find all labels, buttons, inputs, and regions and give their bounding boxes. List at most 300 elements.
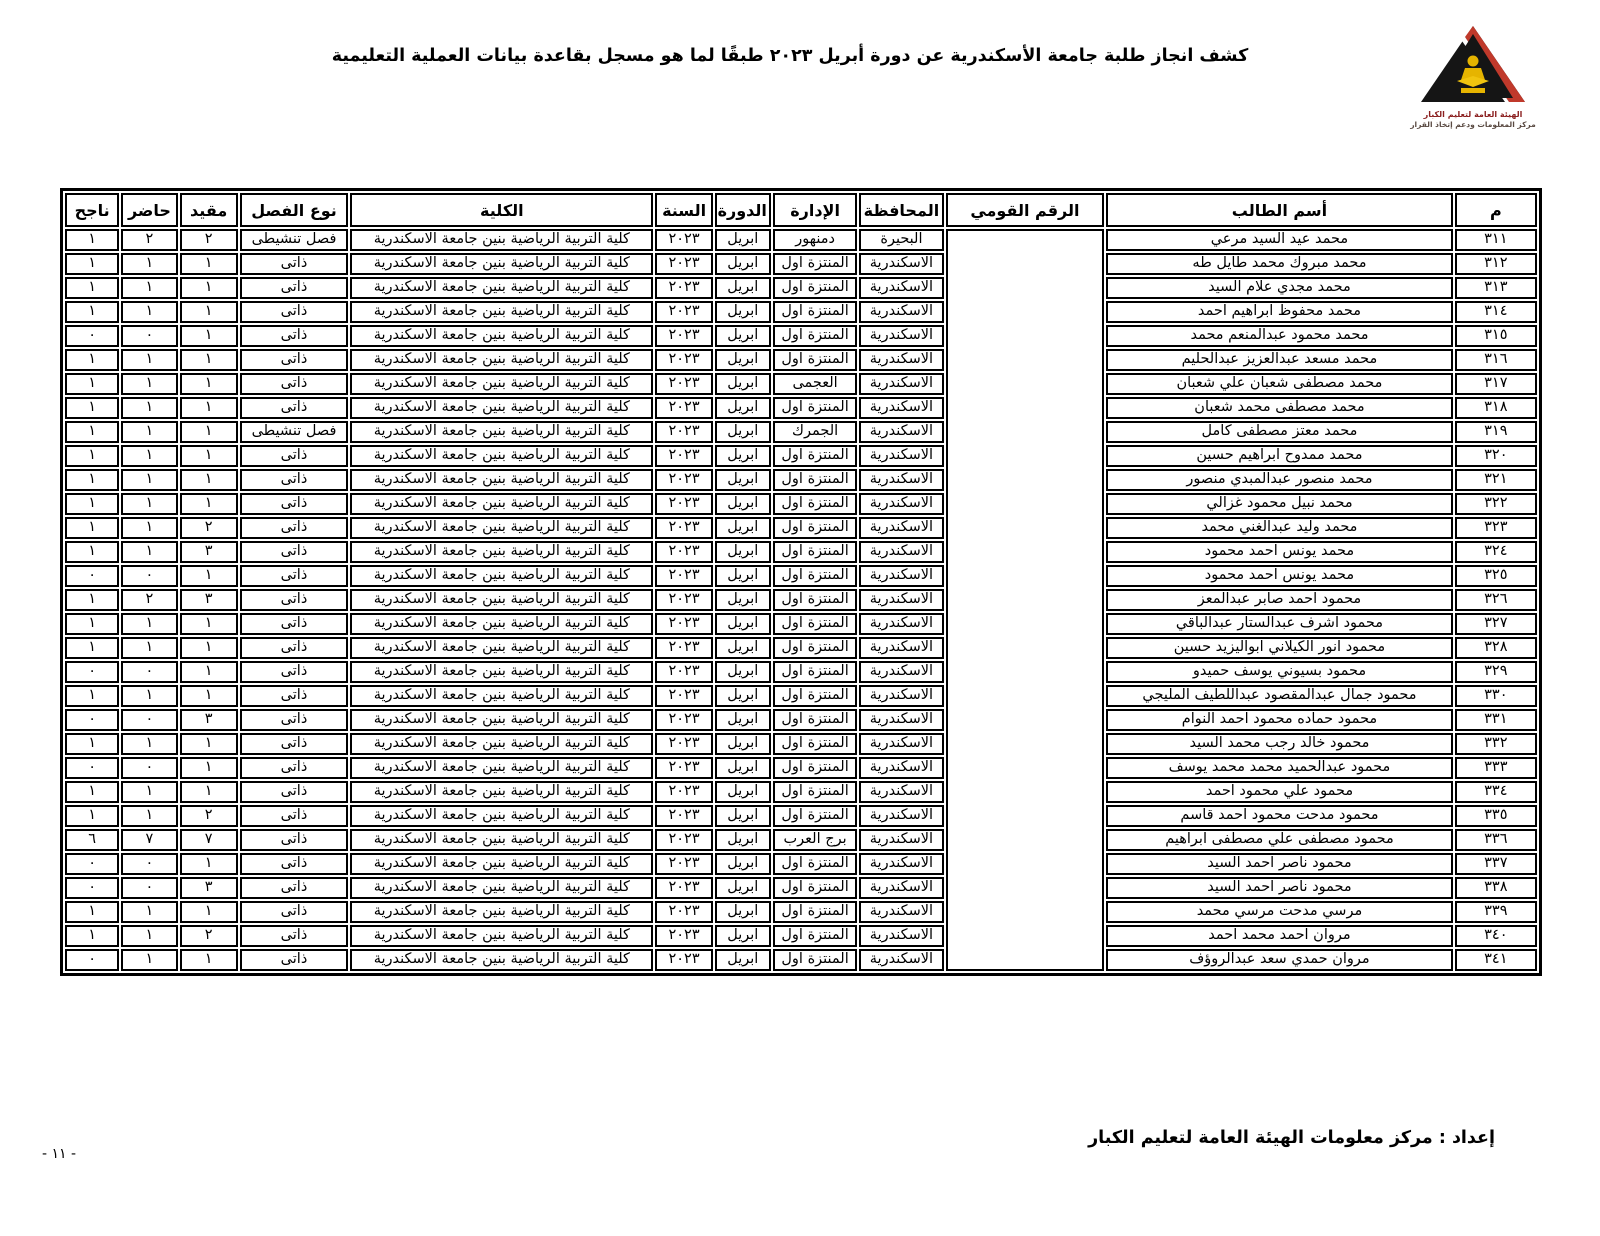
cell-serial: ٣٣١ [1455, 709, 1537, 731]
cell-college: كلية التربية الرياضية بنين جامعة الاسكندرية [350, 805, 653, 827]
cell-attended: ١ [121, 685, 177, 707]
cell-passed: ١ [65, 637, 119, 659]
cell-governorate: الاسكندرية [859, 589, 943, 611]
cell-governorate: الاسكندرية [859, 493, 943, 515]
cell-college: كلية التربية الرياضية بنين جامعة الاسكندرية [350, 493, 653, 515]
cell-college: كلية التربية الرياضية بنين جامعة الاسكندرية [350, 589, 653, 611]
cell-college: كلية التربية الرياضية بنين جامعة الاسكندرية [350, 709, 653, 731]
table-row [65, 253, 1537, 275]
cell-passed: ٠ [65, 949, 119, 971]
cell-governorate: الاسكندرية [859, 541, 943, 563]
cell-session: ابريل [715, 613, 771, 635]
cell-attended: ١ [121, 301, 177, 323]
table-row [65, 901, 1537, 923]
cell-serial: ٣٢٢ [1455, 493, 1537, 515]
table-row [65, 637, 1537, 659]
cell-administration: المنتزة اول [773, 637, 857, 659]
cell-year: ٢٠٢٣ [655, 877, 712, 899]
cell-session: ابريل [715, 253, 771, 275]
cell-student-name: محمد مبروك محمد طايل طه [1106, 253, 1452, 275]
cell-attended: ٠ [121, 661, 177, 683]
cell-enrolled: ٣ [180, 589, 238, 611]
cell-passed: ٠ [65, 877, 119, 899]
cell-attended: ٢ [121, 229, 177, 251]
cell-student-name: محمود عبدالحميد محمد محمد يوسف [1106, 757, 1452, 779]
cell-administration: المنتزة اول [773, 469, 857, 491]
prepared-by-note: إعداد : مركز معلومات الهيئة العامة لتعليم الكبار [1088, 1128, 1495, 1148]
cell-college: كلية التربية الرياضية بنين جامعة الاسكندرية [350, 877, 653, 899]
cell-session: ابريل [715, 949, 771, 971]
cell-passed: ١ [65, 229, 119, 251]
cell-passed: ١ [65, 685, 119, 707]
cell-passed: ١ [65, 517, 119, 539]
cell-serial: ٣١٣ [1455, 277, 1537, 299]
cell-governorate: الاسكندرية [859, 637, 943, 659]
cell-serial: ٣٢٠ [1455, 445, 1537, 467]
cell-session: ابريل [715, 229, 771, 251]
cell-passed: ١ [65, 469, 119, 491]
cell-enrolled: ١ [180, 253, 238, 275]
cell-governorate: الاسكندرية [859, 517, 943, 539]
cell-student-name: محمود انور الكيلاني ابواليزيد حسين [1106, 637, 1452, 659]
cell-session: ابريل [715, 877, 771, 899]
cell-administration: برج العرب [773, 829, 857, 851]
cell-year: ٢٠٢٣ [655, 829, 712, 851]
cell-session: ابريل [715, 661, 771, 683]
cell-student-name: محمد مجدي علام السيد [1106, 277, 1452, 299]
cell-serial: ٣٢٧ [1455, 613, 1537, 635]
cell-enrolled: ١ [180, 901, 238, 923]
table-row [65, 949, 1537, 971]
cell-college: كلية التربية الرياضية بنين جامعة الاسكندرية [350, 373, 653, 395]
cell-governorate: الاسكندرية [859, 853, 943, 875]
cell-college: كلية التربية الرياضية بنين جامعة الاسكندرية [350, 397, 653, 419]
header-passed: ناجح [65, 193, 119, 227]
cell-enrolled: ١ [180, 397, 238, 419]
cell-class-type: ذاتى [240, 493, 348, 515]
table-row [65, 829, 1537, 851]
cell-governorate: الاسكندرية [859, 397, 943, 419]
cell-administration: العجمى [773, 373, 857, 395]
cell-session: ابريل [715, 565, 771, 587]
cell-class-type: ذاتى [240, 469, 348, 491]
cell-session: ابريل [715, 781, 771, 803]
cell-class-type: ذاتى [240, 589, 348, 611]
cell-governorate: الاسكندرية [859, 277, 943, 299]
cell-class-type: ذاتى [240, 901, 348, 923]
cell-administration: المنتزة اول [773, 541, 857, 563]
header-administration: الإدارة [773, 193, 857, 227]
cell-national-id-merged [946, 229, 1105, 971]
table-row [65, 541, 1537, 563]
cell-session: ابريل [715, 685, 771, 707]
cell-serial: ٣١٦ [1455, 349, 1537, 371]
cell-enrolled: ٢ [180, 229, 238, 251]
cell-class-type: ذاتى [240, 829, 348, 851]
cell-passed: ١ [65, 589, 119, 611]
cell-year: ٢٠٢٣ [655, 757, 712, 779]
cell-year: ٢٠٢٣ [655, 781, 712, 803]
cell-attended: ١ [121, 925, 177, 947]
cell-session: ابريل [715, 445, 771, 467]
cell-year: ٢٠٢٣ [655, 925, 712, 947]
cell-session: ابريل [715, 469, 771, 491]
cell-administration: المنتزة اول [773, 349, 857, 371]
header-session: الدورة [715, 193, 771, 227]
cell-year: ٢٠٢٣ [655, 637, 712, 659]
cell-attended: ١ [121, 949, 177, 971]
students-achievement-table [60, 188, 1542, 976]
cell-administration: المنتزة اول [773, 397, 857, 419]
cell-college: كلية التربية الرياضية بنين جامعة الاسكندرية [350, 229, 653, 251]
cell-administration: المنتزة اول [773, 757, 857, 779]
cell-governorate: الاسكندرية [859, 901, 943, 923]
cell-college: كلية التربية الرياضية بنين جامعة الاسكندرية [350, 469, 653, 491]
cell-attended: ٠ [121, 709, 177, 731]
cell-session: ابريل [715, 733, 771, 755]
triangle-emblem-icon [1413, 24, 1533, 106]
cell-college: كلية التربية الرياضية بنين جامعة الاسكندرية [350, 541, 653, 563]
cell-administration: المنتزة اول [773, 253, 857, 275]
cell-class-type: ذاتى [240, 805, 348, 827]
cell-serial: ٣٤١ [1455, 949, 1537, 971]
table-row [65, 661, 1537, 683]
cell-enrolled: ١ [180, 421, 238, 443]
cell-class-type: ذاتى [240, 733, 348, 755]
cell-serial: ٣٢٦ [1455, 589, 1537, 611]
table-row [65, 397, 1537, 419]
cell-enrolled: ١ [180, 373, 238, 395]
cell-serial: ٣٣٩ [1455, 901, 1537, 923]
header-year: السنة [655, 193, 712, 227]
cell-passed: ١ [65, 301, 119, 323]
cell-enrolled: ١ [180, 277, 238, 299]
cell-year: ٢٠٢٣ [655, 277, 712, 299]
cell-year: ٢٠٢٣ [655, 709, 712, 731]
cell-student-name: محمد يونس احمد محمود [1106, 541, 1452, 563]
cell-class-type: ذاتى [240, 925, 348, 947]
cell-attended: ١ [121, 805, 177, 827]
cell-session: ابريل [715, 421, 771, 443]
cell-student-name: محمود مدحت محمود احمد قاسم [1106, 805, 1452, 827]
cell-student-name: محمد مصطفى شعبان علي شعبان [1106, 373, 1452, 395]
cell-passed: ٠ [65, 661, 119, 683]
cell-year: ٢٠٢٣ [655, 733, 712, 755]
cell-student-name: محمود احمد صابر عبدالمعز [1106, 589, 1452, 611]
cell-class-type: ذاتى [240, 301, 348, 323]
cell-college: كلية التربية الرياضية بنين جامعة الاسكندرية [350, 445, 653, 467]
cell-enrolled: ٢ [180, 517, 238, 539]
cell-student-name: محمود خالد رجب محمد السيد [1106, 733, 1452, 755]
cell-serial: ٣١٢ [1455, 253, 1537, 275]
header-college: الكلية [350, 193, 653, 227]
cell-governorate: البحيرة [859, 229, 943, 251]
cell-administration: المنتزة اول [773, 877, 857, 899]
header-serial: م [1455, 193, 1537, 227]
cell-attended: ١ [121, 373, 177, 395]
cell-governorate: الاسكندرية [859, 685, 943, 707]
cell-attended: ٠ [121, 877, 177, 899]
cell-enrolled: ٣ [180, 709, 238, 731]
table-row [65, 781, 1537, 803]
cell-attended: ٢ [121, 589, 177, 611]
cell-serial: ٣٣٥ [1455, 805, 1537, 827]
cell-college: كلية التربية الرياضية بنين جامعة الاسكندرية [350, 277, 653, 299]
cell-attended: ١ [121, 637, 177, 659]
cell-attended: ١ [121, 517, 177, 539]
cell-year: ٢٠٢٣ [655, 853, 712, 875]
cell-administration: المنتزة اول [773, 733, 857, 755]
cell-serial: ٣٣٤ [1455, 781, 1537, 803]
cell-college: كلية التربية الرياضية بنين جامعة الاسكندرية [350, 829, 653, 851]
table-row [65, 565, 1537, 587]
cell-enrolled: ١ [180, 301, 238, 323]
cell-class-type: ذاتى [240, 709, 348, 731]
cell-attended: ١ [121, 277, 177, 299]
cell-year: ٢٠٢٣ [655, 229, 712, 251]
table-row [65, 925, 1537, 947]
cell-administration: المنتزة اول [773, 589, 857, 611]
cell-session: ابريل [715, 925, 771, 947]
cell-administration: المنتزة اول [773, 565, 857, 587]
cell-class-type: ذاتى [240, 445, 348, 467]
cell-governorate: الاسكندرية [859, 373, 943, 395]
cell-passed: ١ [65, 277, 119, 299]
cell-attended: ١ [121, 397, 177, 419]
table-row [65, 877, 1537, 899]
cell-student-name: مروان حمدي سعد عبدالروؤف [1106, 949, 1452, 971]
cell-passed: ١ [65, 733, 119, 755]
cell-year: ٢٠٢٣ [655, 949, 712, 971]
cell-administration: المنتزة اول [773, 493, 857, 515]
cell-administration: المنتزة اول [773, 949, 857, 971]
cell-session: ابريل [715, 829, 771, 851]
cell-college: كلية التربية الرياضية بنين جامعة الاسكندرية [350, 781, 653, 803]
cell-class-type: فصل تنشيطى [240, 229, 348, 251]
table-row [65, 853, 1537, 875]
organization-logo [1408, 24, 1538, 129]
cell-enrolled: ١ [180, 349, 238, 371]
cell-class-type: ذاتى [240, 325, 348, 347]
cell-year: ٢٠٢٣ [655, 805, 712, 827]
cell-administration: المنتزة اول [773, 517, 857, 539]
cell-governorate: الاسكندرية [859, 925, 943, 947]
table-row [65, 277, 1537, 299]
cell-college: كلية التربية الرياضية بنين جامعة الاسكندرية [350, 853, 653, 875]
logo-center-name: مركز المعلومات ودعم إتخاذ القرار [1410, 120, 1536, 129]
cell-serial: ٣١٥ [1455, 325, 1537, 347]
cell-session: ابريل [715, 709, 771, 731]
cell-enrolled: ١ [180, 853, 238, 875]
cell-year: ٢٠٢٣ [655, 373, 712, 395]
cell-serial: ٣١٧ [1455, 373, 1537, 395]
cell-session: ابريل [715, 349, 771, 371]
cell-enrolled: ٣ [180, 541, 238, 563]
cell-serial: ٣١١ [1455, 229, 1537, 251]
cell-governorate: الاسكندرية [859, 661, 943, 683]
cell-college: كلية التربية الرياضية بنين جامعة الاسكندرية [350, 253, 653, 275]
cell-enrolled: ٣ [180, 877, 238, 899]
table-row [65, 469, 1537, 491]
table-row [65, 805, 1537, 827]
cell-class-type: ذاتى [240, 853, 348, 875]
cell-enrolled: ١ [180, 661, 238, 683]
cell-year: ٢٠٢٣ [655, 589, 712, 611]
cell-year: ٢٠٢٣ [655, 541, 712, 563]
cell-student-name: محمد منصور عبدالمبدي منصور [1106, 469, 1452, 491]
header-class-type: نوع الفصل [240, 193, 348, 227]
logo-org-name: الهيئة العامة لتعليم الكبار [1423, 110, 1523, 119]
cell-administration: الجمرك [773, 421, 857, 443]
cell-passed: ٠ [65, 757, 119, 779]
cell-enrolled: ٢ [180, 925, 238, 947]
cell-student-name: محمد محفوظ ابراهيم احمد [1106, 301, 1452, 323]
cell-governorate: الاسكندرية [859, 613, 943, 635]
cell-session: ابريل [715, 637, 771, 659]
cell-governorate: الاسكندرية [859, 325, 943, 347]
cell-year: ٢٠٢٣ [655, 301, 712, 323]
cell-administration: المنتزة اول [773, 277, 857, 299]
cell-class-type: ذاتى [240, 517, 348, 539]
table-row [65, 325, 1537, 347]
cell-student-name: محمد يونس احمد محمود [1106, 565, 1452, 587]
cell-serial: ٣١٨ [1455, 397, 1537, 419]
cell-serial: ٣١٩ [1455, 421, 1537, 443]
cell-session: ابريل [715, 805, 771, 827]
table-header-row [65, 193, 1537, 227]
cell-year: ٢٠٢٣ [655, 613, 712, 635]
cell-student-name: محمد معتز مصطفى كامل [1106, 421, 1452, 443]
cell-enrolled: ١ [180, 325, 238, 347]
cell-passed: ٦ [65, 829, 119, 851]
cell-year: ٢٠٢٣ [655, 445, 712, 467]
cell-college: كلية التربية الرياضية بنين جامعة الاسكندرية [350, 661, 653, 683]
cell-attended: ١ [121, 445, 177, 467]
cell-administration: دمنهور [773, 229, 857, 251]
cell-student-name: محمود علي محمود احمد [1106, 781, 1452, 803]
cell-student-name: محمود حماده محمود احمد النوام [1106, 709, 1452, 731]
cell-passed: ١ [65, 349, 119, 371]
cell-class-type: ذاتى [240, 781, 348, 803]
cell-administration: المنتزة اول [773, 301, 857, 323]
cell-governorate: الاسكندرية [859, 349, 943, 371]
cell-enrolled: ١ [180, 949, 238, 971]
cell-passed: ١ [65, 805, 119, 827]
cell-governorate: الاسكندرية [859, 709, 943, 731]
cell-year: ٢٠٢٣ [655, 685, 712, 707]
table-row [65, 613, 1537, 635]
cell-administration: المنتزة اول [773, 853, 857, 875]
cell-serial: ٣٢٨ [1455, 637, 1537, 659]
cell-serial: ٣٢٣ [1455, 517, 1537, 539]
cell-serial: ٣٣٦ [1455, 829, 1537, 851]
table-row [65, 589, 1537, 611]
cell-attended: ٠ [121, 325, 177, 347]
cell-enrolled: ١ [180, 637, 238, 659]
cell-college: كلية التربية الرياضية بنين جامعة الاسكندرية [350, 421, 653, 443]
cell-student-name: محمد مصطفى محمد شعبان [1106, 397, 1452, 419]
cell-administration: المنتزة اول [773, 781, 857, 803]
cell-attended: ١ [121, 421, 177, 443]
cell-class-type: ذاتى [240, 541, 348, 563]
cell-attended: ١ [121, 253, 177, 275]
cell-serial: ٣٣٨ [1455, 877, 1537, 899]
cell-governorate: الاسكندرية [859, 733, 943, 755]
cell-attended: ٠ [121, 853, 177, 875]
cell-class-type: ذاتى [240, 397, 348, 419]
cell-class-type: ذاتى [240, 757, 348, 779]
cell-passed: ٠ [65, 853, 119, 875]
cell-class-type: ذاتى [240, 877, 348, 899]
cell-passed: ١ [65, 901, 119, 923]
cell-enrolled: ١ [180, 757, 238, 779]
cell-student-name: محمود ناصر احمد السيد [1106, 853, 1452, 875]
cell-college: كلية التربية الرياضية بنين جامعة الاسكندرية [350, 301, 653, 323]
table-row [65, 349, 1537, 371]
cell-governorate: الاسكندرية [859, 949, 943, 971]
table-row [65, 373, 1537, 395]
cell-session: ابريل [715, 853, 771, 875]
cell-passed: ١ [65, 373, 119, 395]
cell-governorate: الاسكندرية [859, 253, 943, 275]
cell-governorate: الاسكندرية [859, 469, 943, 491]
table-row [65, 733, 1537, 755]
cell-administration: المنتزة اول [773, 925, 857, 947]
cell-enrolled: ١ [180, 613, 238, 635]
cell-student-name: محمود بسيوني يوسف حميدو [1106, 661, 1452, 683]
cell-student-name: محمود مصطفى علي مصطفى ابراهيم [1106, 829, 1452, 851]
cell-college: كلية التربية الرياضية بنين جامعة الاسكندرية [350, 325, 653, 347]
cell-administration: المنتزة اول [773, 805, 857, 827]
cell-college: كلية التربية الرياضية بنين جامعة الاسكندرية [350, 565, 653, 587]
cell-year: ٢٠٢٣ [655, 901, 712, 923]
cell-student-name: محمد ممدوح ابراهيم حسين [1106, 445, 1452, 467]
header-national-id: الرقم القومي [946, 193, 1105, 227]
cell-passed: ١ [65, 493, 119, 515]
cell-year: ٢٠٢٣ [655, 661, 712, 683]
cell-attended: ١ [121, 781, 177, 803]
cell-serial: ٣١٤ [1455, 301, 1537, 323]
cell-student-name: محمود اشرف عبدالستار عبدالباقي [1106, 613, 1452, 635]
cell-college: كلية التربية الرياضية بنين جامعة الاسكندرية [350, 949, 653, 971]
cell-attended: ١ [121, 613, 177, 635]
cell-serial: ٣٣٢ [1455, 733, 1537, 755]
cell-enrolled: ٢ [180, 805, 238, 827]
cell-student-name: محمد عيد السيد مرعي [1106, 229, 1452, 251]
cell-attended: ١ [121, 733, 177, 755]
cell-class-type: ذاتى [240, 685, 348, 707]
table-row [65, 229, 1537, 251]
cell-session: ابريل [715, 325, 771, 347]
cell-attended: ٧ [121, 829, 177, 851]
cell-session: ابريل [715, 901, 771, 923]
cell-passed: ١ [65, 445, 119, 467]
cell-governorate: الاسكندرية [859, 829, 943, 851]
cell-year: ٢٠٢٣ [655, 421, 712, 443]
cell-enrolled: ١ [180, 565, 238, 587]
cell-passed: ١ [65, 421, 119, 443]
cell-passed: ١ [65, 925, 119, 947]
cell-attended: ١ [121, 469, 177, 491]
cell-governorate: الاسكندرية [859, 565, 943, 587]
cell-administration: المنتزة اول [773, 901, 857, 923]
cell-serial: ٣٢٤ [1455, 541, 1537, 563]
cell-class-type: ذاتى [240, 277, 348, 299]
cell-passed: ١ [65, 613, 119, 635]
cell-governorate: الاسكندرية [859, 757, 943, 779]
cell-college: كلية التربية الرياضية بنين جامعة الاسكندرية [350, 637, 653, 659]
cell-year: ٢٠٢٣ [655, 469, 712, 491]
